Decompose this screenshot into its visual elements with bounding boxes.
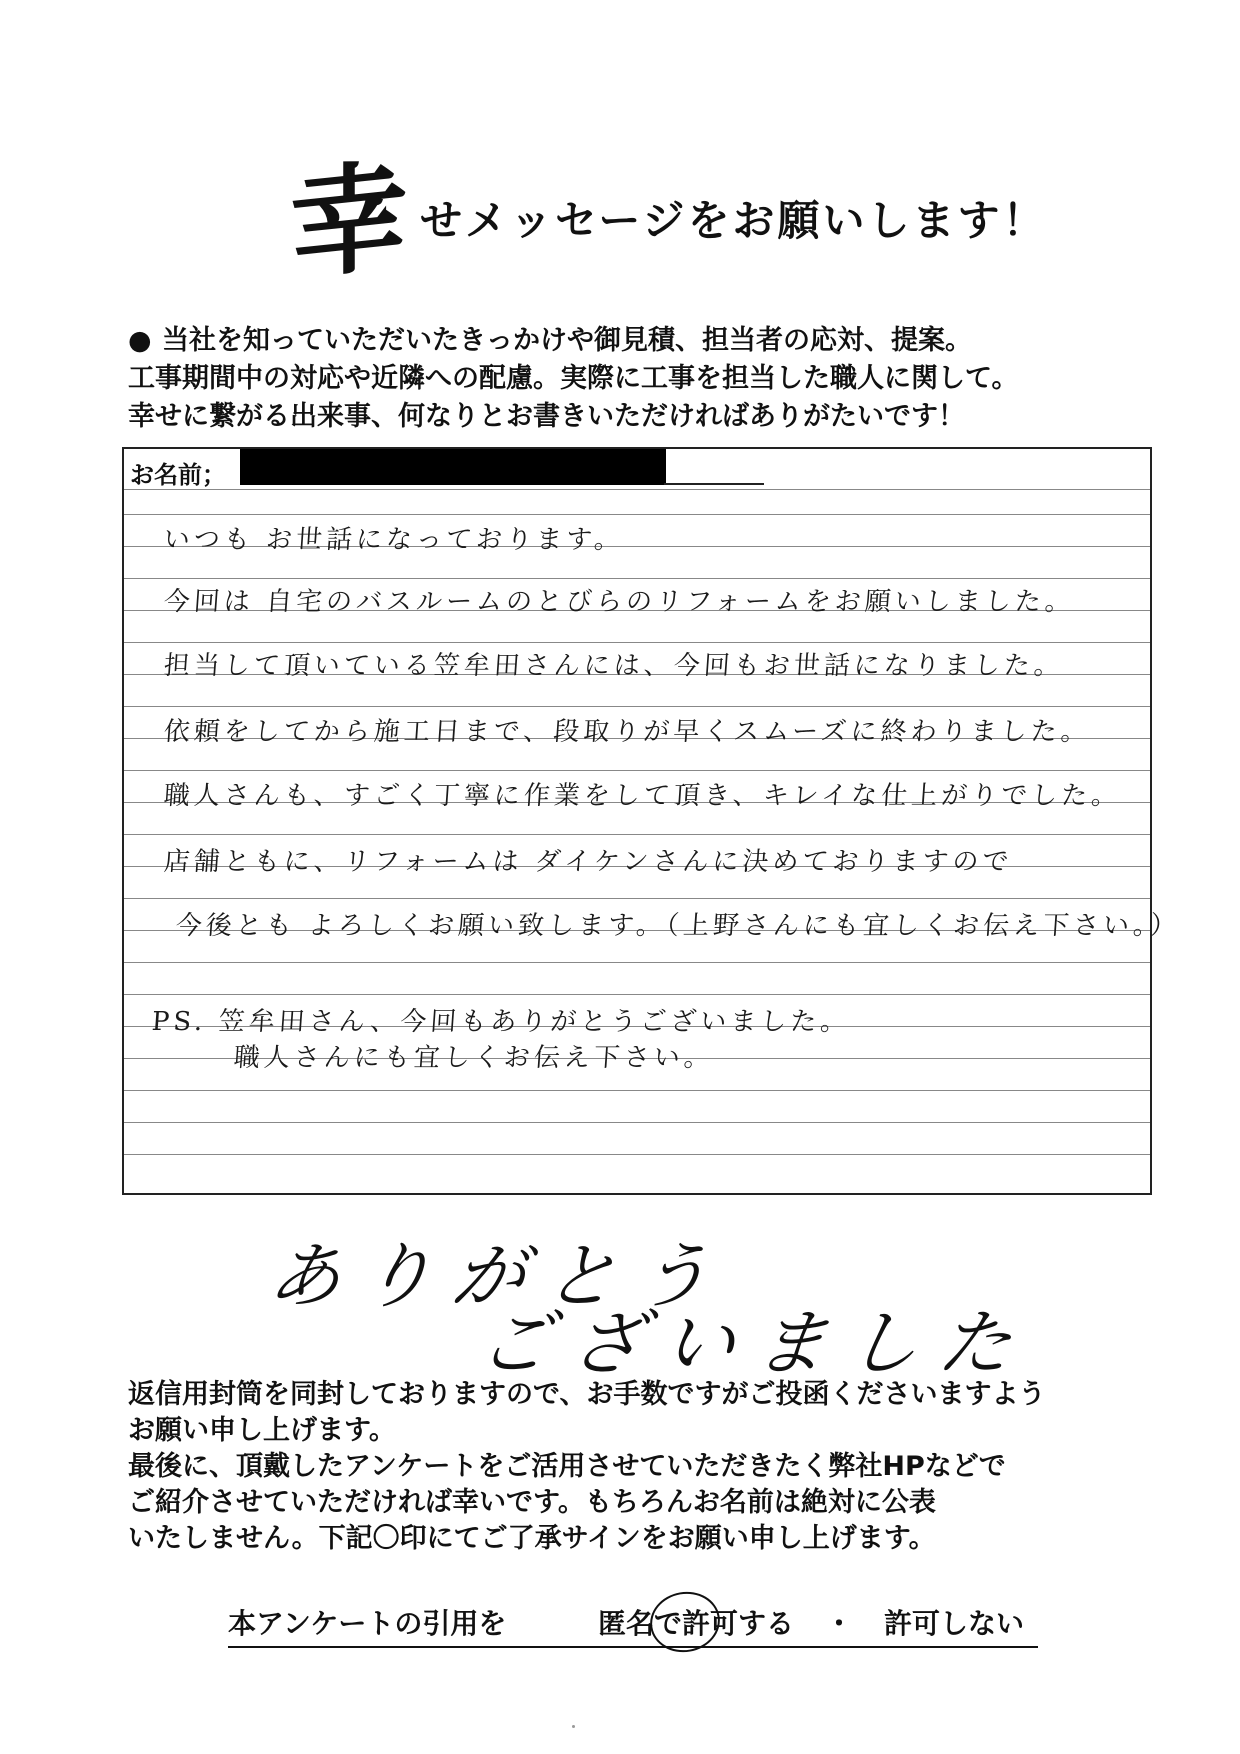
selection-circle-mark [645, 1586, 724, 1657]
title-text: せメッセージをお願いします！ [420, 196, 1048, 245]
name-underline [664, 483, 764, 485]
footer-line: 最後に、頂戴したアンケートをご活用させていただきたく弊社HPなどで [128, 1451, 1006, 1482]
option-separator: ・ [825, 1607, 854, 1640]
ruled-line [124, 834, 1150, 835]
handwritten-line: 店舗ともに、リフォームは ダイケンさんに決めておりますので [162, 847, 1014, 877]
ruled-line [124, 489, 1150, 490]
bullet-icon: ● [128, 325, 152, 356]
consent-row [228, 1602, 1038, 1648]
intro-paragraph [128, 322, 1128, 436]
footer-line: 返信用封筒を同封しておりますので、お手数ですがご投函くださいますよう [128, 1379, 1046, 1410]
handwritten-line: PS. 笠牟田さん、今回もありがとうございました。 [150, 1007, 852, 1037]
footer-line: お願い申し上げます。 [128, 1415, 396, 1446]
ruled-line [124, 962, 1150, 963]
ruled-line [124, 1090, 1150, 1091]
ruled-line [124, 514, 1150, 515]
ruled-line [124, 642, 1150, 643]
page-title [290, 144, 1070, 297]
handwritten-line: いつも お世話になっております。 [162, 525, 626, 555]
consent-question: 本アンケートの引用を [228, 1607, 507, 1640]
handwritten-line: 今回は 自宅のバスルームのとびらのリフォームをお願いしました。 [162, 587, 1076, 617]
footer-paragraph [128, 1377, 1138, 1557]
scan-speck [572, 1725, 575, 1728]
intro-line: 工事期間中の対応や近隣への配慮。実際に工事を担当した職人に関して。 [128, 363, 1019, 394]
option-permit-anonymous[interactable]: 匿名で許可する [598, 1602, 794, 1642]
option-deny[interactable]: 許可しない [884, 1607, 1025, 1640]
intro-line: 幸せに繋がる出来事、何なりとお書きいただければありがたいです！ [128, 401, 965, 432]
name-label: お名前； [130, 461, 226, 489]
ruled-line [124, 994, 1150, 995]
thanks-line-2: ございました [473, 1301, 1038, 1385]
footer-line: いたしません。下記〇印にてご了承サインをお願い申し上げます。 [128, 1523, 936, 1554]
ruled-line [124, 770, 1150, 771]
thanks-line-1: ありがとう [263, 1234, 736, 1318]
ruled-line [124, 578, 1150, 579]
handwritten-line: 今後とも よろしくお願い致します。（上野さんにも宜しくお伝え下さい。） [174, 911, 1182, 941]
ruled-line [124, 1154, 1150, 1155]
name-redaction-bar [240, 449, 666, 485]
title-brush-character: 幸 [290, 144, 408, 297]
handwritten-line: 職人さんにも宜しくお伝え下さい。 [232, 1043, 715, 1073]
ruled-line [124, 1122, 1150, 1123]
handwritten-line: 依頼をしてから施工日まで、段取りが早くスムーズに終わりました。 [162, 717, 1092, 747]
handwritten-line: 担当して頂いている笠牟田さんには、今回もお世話になりました。 [162, 651, 1065, 681]
footer-line: ご紹介させていただければ幸いです。もちろんお名前は絶対に公表 [128, 1487, 936, 1518]
message-box [122, 447, 1182, 1195]
handwritten-line: 職人さんも、すごく丁寧に作業をして頂き、キレイな仕上がりでした。 [162, 781, 1123, 811]
ruled-line [124, 898, 1150, 899]
ruled-line [124, 706, 1150, 707]
intro-line: ● 当社を知っていただいたきっかけや御見積、担当者の応対、提案。 [128, 322, 1128, 360]
